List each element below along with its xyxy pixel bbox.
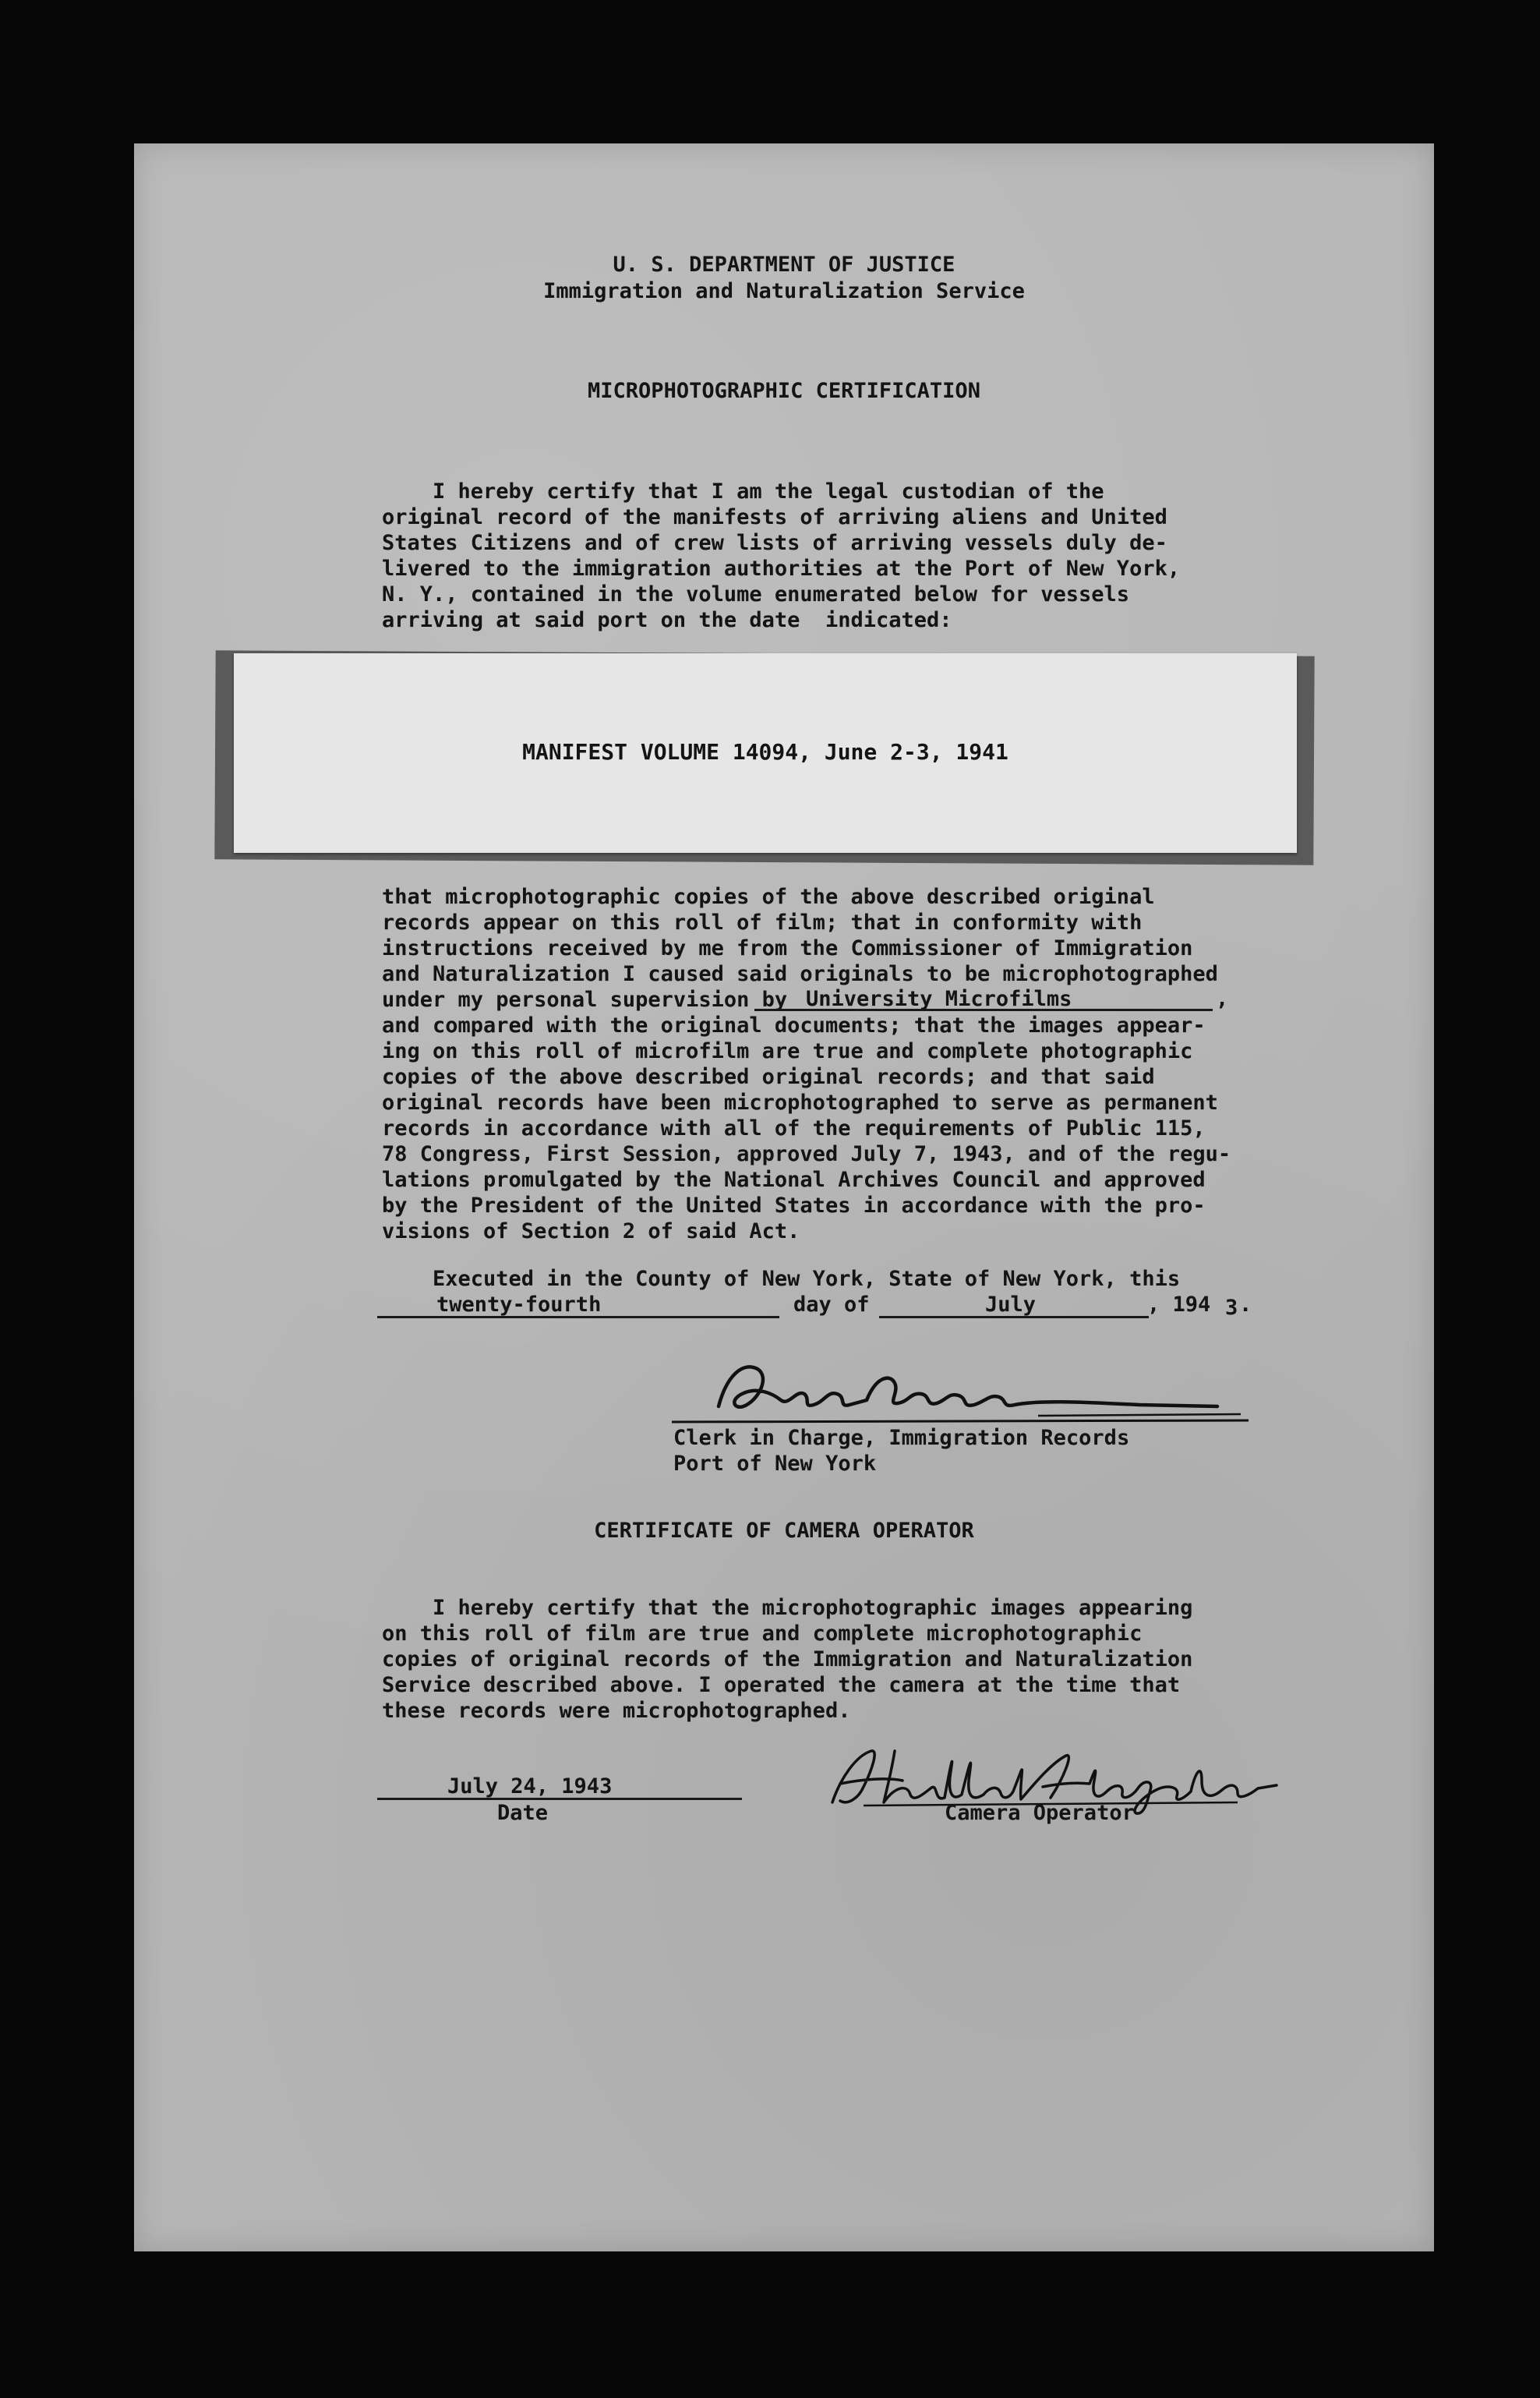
intro-line-5: N. Y., contained in the volume enumerated below for vessels — [382, 582, 1130, 607]
certificate-page — [134, 143, 1434, 2251]
intro-line-6: arriving at said port on the date indicated: — [382, 608, 952, 632]
year-suffix: 3 — [1225, 1296, 1238, 1320]
manifest-volume: MANIFEST VOLUME 14094, June 2-3, 1941 — [522, 739, 1008, 765]
clerk-location: Port of New York — [673, 1452, 877, 1476]
body-line-13: by the President of the United States in accordance with the pro- — [382, 1194, 1206, 1218]
camera-date-value: July 24, 1943 — [447, 1774, 613, 1798]
executed-line: Executed in the County of New York, State of New York, this — [382, 1267, 1181, 1291]
body-line-5: under my personal supervision by — [382, 988, 788, 1012]
body-line-8: copies of the above described original records; and that said — [382, 1065, 1155, 1089]
body-line-12: lations promulgated by the National Archives Council and approved — [382, 1168, 1206, 1192]
supervisor-name: University Microfilms — [806, 987, 1072, 1011]
intro-line-4: livered to the immigration authorities at the Port of New York, — [382, 557, 1181, 581]
certification-title: MICROPHOTOGRAPHIC CERTIFICATION — [588, 379, 980, 403]
body-line-14: visions of Section 2 of said Act. — [382, 1219, 800, 1243]
year-end: . — [1239, 1293, 1252, 1317]
day-of-label: day of — [793, 1293, 870, 1317]
camera-line-3: copies of original records of the Immigration and Naturalization — [382, 1647, 1193, 1671]
manifest-slip — [234, 653, 1297, 853]
intro-line-3: States Citizens and of crew lists of arriving vessels duly de- — [382, 531, 1167, 555]
year-prefix: , 194 — [1147, 1293, 1211, 1317]
day-value: twenty-fourth — [436, 1293, 602, 1317]
body-line-1: that microphotographic copies of the above described original — [382, 885, 1155, 909]
body-line-10: records in accordance with all of the requirements of Public 115, — [382, 1116, 1206, 1141]
camera-line-1: I hereby certify that the microphotographic images appearing — [382, 1596, 1193, 1620]
month-value: July — [985, 1293, 1037, 1317]
clerk-title: Clerk in Charge, Immigration Records — [673, 1426, 1130, 1450]
body-line-3: instructions received by me from the Commissioner of Immigration — [382, 936, 1193, 960]
department-heading: U. S. DEPARTMENT OF JUSTICE — [613, 253, 955, 277]
date-underline — [377, 1798, 742, 1800]
camera-line-2: on this roll of film are true and complete microphotographic — [382, 1622, 1143, 1646]
body-line-9: original records have been microphotographed to serve as permanent — [382, 1091, 1218, 1115]
intro-line-1: I hereby certify that I am the legal custodian of the — [382, 479, 1104, 504]
date-label: Date — [497, 1801, 549, 1825]
service-heading: Immigration and Naturalization Service — [543, 279, 1025, 303]
supervisor-comma: , — [1216, 987, 1229, 1011]
body-line-11: 78 Congress, First Session, approved July 7, 1943, and of the regu- — [382, 1142, 1231, 1166]
camera-operator-label: Camera Operator — [945, 1801, 1135, 1825]
body-line-2: records appear on this roll of film; that in conformity with — [382, 911, 1143, 935]
camera-certificate-title: CERTIFICATE OF CAMERA OPERATOR — [594, 1519, 974, 1543]
body-line-6: and compared with the original documents; that the images appear- — [382, 1013, 1206, 1038]
clerk-signature — [672, 1346, 1249, 1431]
camera-line-5: these records were microphotographed. — [382, 1699, 851, 1723]
body-line-4: and Naturalization I caused said originals to be microphotographed — [382, 962, 1218, 986]
intro-line-2: original record of the manifests of arriving aliens and United — [382, 505, 1167, 529]
body-line-7: ing on this roll of microfilm are true and complete photographic — [382, 1039, 1193, 1063]
camera-line-4: Service described above. I operated the camera at the time that — [382, 1673, 1181, 1697]
